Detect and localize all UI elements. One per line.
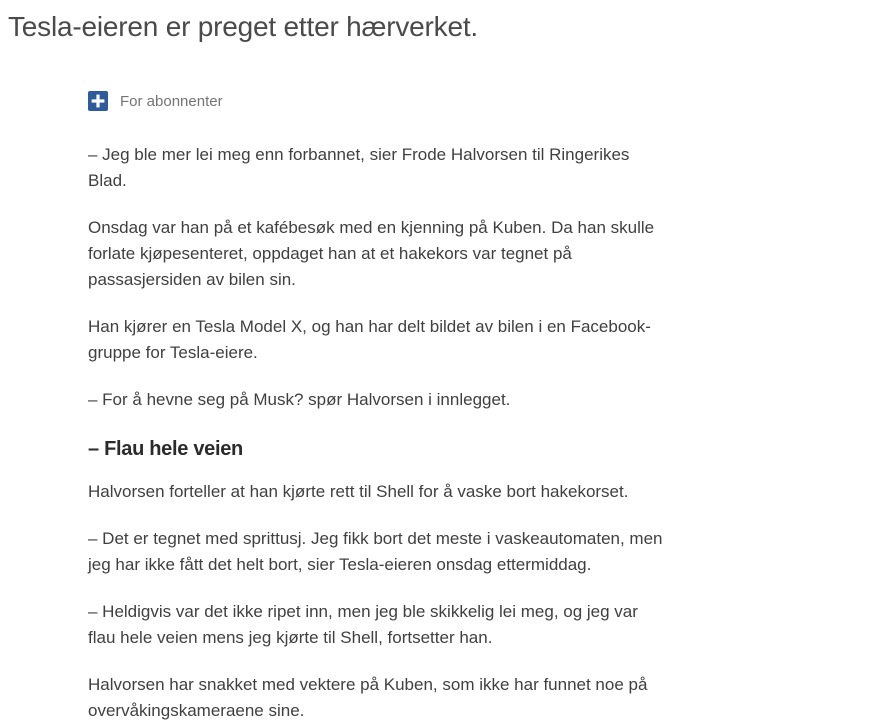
article-paragraph: Halvorsen har snakket med vektere på Kuben, som ikke har funnet noe på overvåkingskameraene sine. [88,675,648,720]
subscriber-badge-label: For abonnenter [120,92,223,110]
article-paragraph: Halvorsen forteller at han kjørte rett til Shell for å vaske bort hakekorset. [88,482,629,501]
article-paragraph: Han kjører en Tesla Model X, og han har delt bildet av bilen i en Facebook-gruppe for Tesla-eiere. [88,317,651,362]
article-title: Tesla-eieren er preget etter hærverket. [8,11,478,42]
article-paragraph: – Jeg ble mer lei meg enn forbannet, sier Frode Halvorsen til Ringerikes Blad. [88,145,630,190]
subscriber-badge [88,91,668,111]
article-paragraph: – Heldigvis var det ikke ripet inn, men jeg ble skikkelig lei meg, og jeg var flau hele veien mens jeg kjørte til Shell, fortsetter han. [88,602,638,647]
article-paragraph: Onsdag var han på et kafébesøk med en kjenning på Kuben. Da han skulle forlate kjøpesenteret, oppdaget han at et hakekors var tegnet på passasjersiden av bilen sin. [88,218,655,289]
article-paragraph: – Det er tegnet med sprittusj. Jeg fikk bort det meste i vaskeautomaten, men jeg har ikke fått det helt bort, sier Tesla-eieren onsdag ettermiddag. [88,529,663,574]
plus-icon [88,91,108,111]
article-body [88,91,668,720]
article-subheading: – Flau hele veien [88,438,243,460]
article-paragraph: – For å hevne seg på Musk? spør Halvorsen i innlegget. [88,390,511,409]
